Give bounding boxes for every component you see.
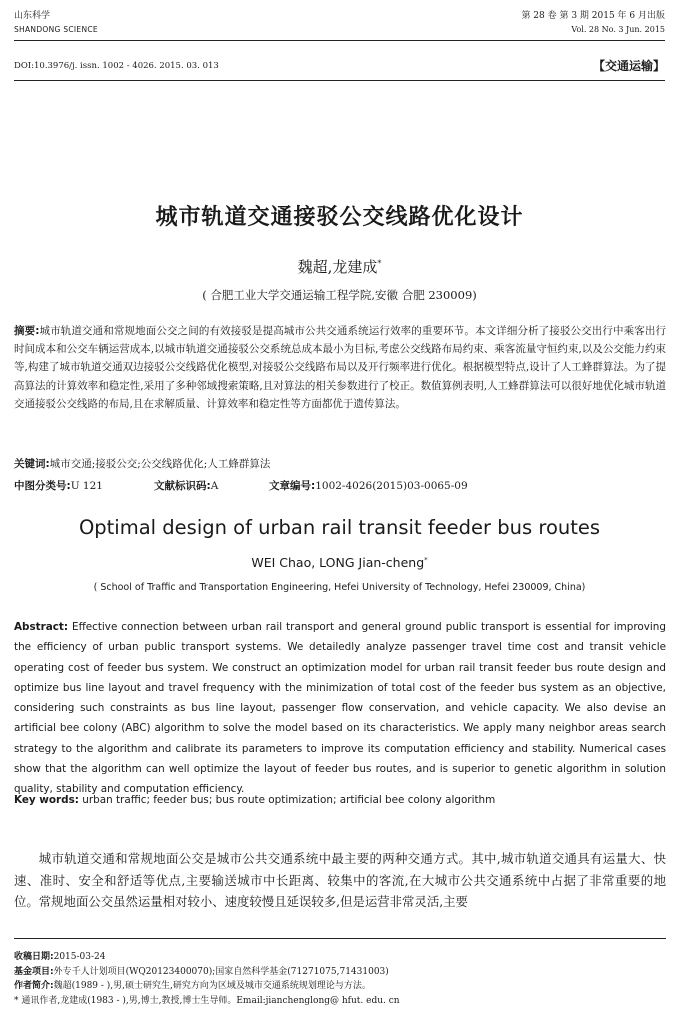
en-abstract — [14, 617, 666, 800]
clc-value: U 121 — [70, 480, 103, 492]
en-abstract-label: Abstract: — [14, 621, 69, 633]
en-abstract-text: Effective connection between urban rail transport and general ground public transport is essential for improving the efficiency of urban public transport systems. We detailedly analyze passenger travel time cost and transit vehicle operating cost of feeder bus system. We construct an optimization model for urban rail transit feeder bus route design and optimize bus line layout and travel frequency with the minimization of total cost of the feeder bus system as an objective, considering such constraints as bus line layout, passenger flow conservation, and vehicle capacity. We also devise an artificial bee colony (ABC) algorithm to solve the model based on its characteristics. We apply many neighbor areas search strategy to the algorithm and calibrate its parameters to improve its computation efficiency and stability. Numerical cases show that the algorithm can well optimize the layout of feeder bus routes, and is superior to genetic algorithm in solution quality, stability and computation efficiency. — [14, 621, 666, 796]
fund-value: 外专千人计划项目(WQ20123400070);国家自然科学基金(71271075,71431003) — [53, 966, 389, 977]
journal-name-en: SHANDONG SCIENCE — [14, 25, 98, 34]
doc-code-item — [154, 478, 269, 493]
footnote-rule — [14, 938, 666, 939]
en-corresponding-mark: * — [424, 555, 428, 564]
cn-keywords-label: 关键词: — [14, 458, 50, 470]
header-rule — [14, 40, 665, 41]
cn-abstract-label: 摘要: — [14, 325, 40, 337]
author-bio — [14, 979, 666, 994]
fund-info — [14, 965, 666, 980]
received-date — [14, 950, 666, 965]
en-authors — [0, 555, 679, 570]
corresponding-mark: * — [377, 259, 382, 268]
cn-authors — [0, 256, 679, 277]
en-keywords-label: Key words: — [14, 794, 79, 806]
body-paragraph: 城市轨道交通和常规地面公交是城市公共交通系统中最主要的两种交通方式。其中,城市轨道交通具有运量大、快速、准时、安全和舒适等优点,主要输送城市中长距离、较集中的客流,在大城市公共交通系统中占据了非常重要的地位。常规地面公交虽然运量相对较小、速度较慢且延误较多,但是运营非常灵活,主要 — [14, 851, 666, 909]
received-value: 2015-03-24 — [53, 952, 106, 962]
classification-line — [14, 478, 666, 493]
cn-keywords-text: 城市交通;接驳公交;公交线路优化;人工蜂群算法 — [49, 458, 271, 470]
article-no-item — [269, 478, 468, 493]
issue-info — [521, 10, 665, 36]
doi-rule — [14, 80, 665, 81]
bio-label: 作者简介: — [14, 981, 54, 991]
section-tag: 【交通运输】 — [592, 59, 665, 73]
doi: DOI:10.3976/j. issn. 1002 - 4026. 2015. 03. 013 — [14, 61, 219, 71]
journal-header — [14, 10, 98, 36]
cn-abstract — [14, 322, 666, 413]
cn-author-names: 魏超,龙建成 — [297, 258, 378, 276]
clc-label: 中图分类号: — [14, 480, 71, 492]
fund-label: 基金项目: — [14, 966, 54, 977]
footnotes — [14, 950, 666, 1008]
cn-abstract-text: 城市轨道交通和常规地面公交之间的有效接驳是提高城市公共交通系统运行效率的重要环节。本文详细分析了接驳公交出行中乘客出行时间成本和公交车辆运营成本,以城市轨道交通接驳公交系统总成本最小为目标,考虑公交线路布局约束、乘客流量守恒约束,以及公交能力约束等,构建了城市轨道交通双边接驳公交线路优化模型,对接驳公交线路布局以及开行频率进行优化。根据模型特点,设计了人工蜂群算法。为了提高算法的计算效率和稳定性,采用了多种邻域搜索策略,且对算法的相关参数进行了校正。数值算例表明,人工蜂群算法可以很好地优化城市轨道交通接驳公交线路的布局,且在求解质量、计算效率和稳定性等方面都优于遗传算法。 — [14, 325, 667, 410]
received-label: 收稿日期: — [14, 952, 54, 962]
article-no-value: 1002-4026(2015)03-0065-09 — [315, 480, 468, 492]
cn-title: 城市轨道交通接驳公交线路优化设计 — [155, 205, 524, 230]
cn-keywords — [14, 456, 666, 471]
en-keywords — [14, 794, 666, 806]
bio-value: 魏超(1989 - ),男,硕士研究生,研究方向为区域及城市交通系统规划理论与方法。 — [53, 981, 371, 991]
en-keywords-text: urban traffic; feeder bus; bus route optimization; artificial bee colony algorithm — [82, 794, 496, 806]
clc-item — [14, 478, 154, 493]
issue-info-cn: 第 28 卷 第 3 期 2015 年 6 月出版 — [521, 11, 665, 21]
en-affiliation: ( School of Traffic and Transportation Engineering, Hefei University of Technology, Hefei 230009, China) — [93, 582, 586, 593]
en-author-names: WEI Chao, LONG Jian-cheng — [251, 555, 425, 570]
issue-info-en: Vol. 28 No. 3 Jun. 2015 — [571, 25, 665, 34]
cn-affiliation: ( 合肥工业大学交通运输工程学院,安徽 合肥 230009) — [202, 288, 477, 302]
journal-name-cn: 山东科学 — [14, 11, 51, 21]
corresponding-author: * 通讯作者,龙建成(1983 - ),男,博士,教授,博士生导师。Email:jianchenglong@ hfut. edu. cn — [14, 995, 400, 1006]
doc-code-value: A — [210, 480, 219, 492]
article-no-label: 文章编号: — [269, 480, 316, 492]
doc-code-label: 文献标识码: — [154, 480, 211, 492]
en-title: Optimal design of urban rail transit feeder bus routes — [78, 516, 601, 539]
